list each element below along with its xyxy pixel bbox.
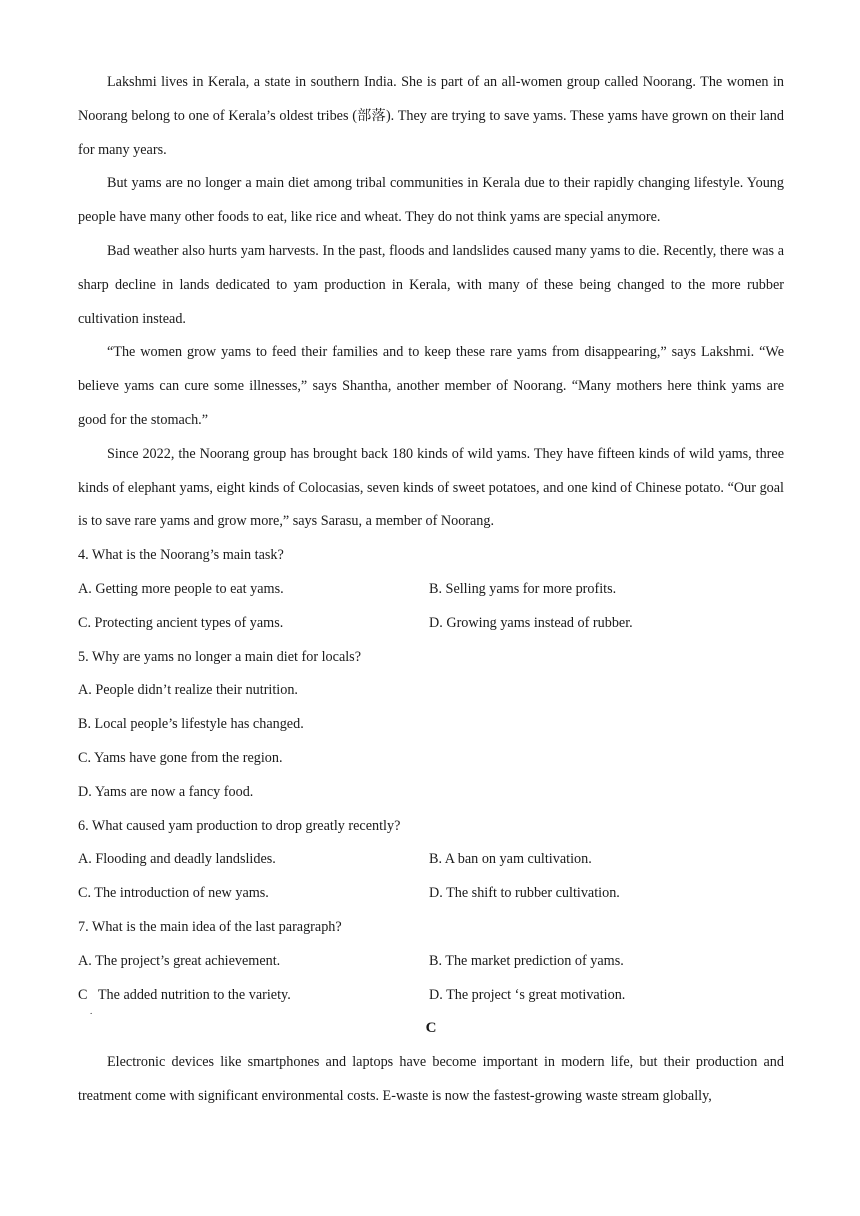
passage-paragraph-2: But yams are no longer a main diet among tribal communities in Kerala due to their rapidly changing lifestyle. Young people have many other foods to eat, like rice and wheat. They do not think yams are special anymore. bbox=[78, 175, 784, 226]
option-row bbox=[78, 979, 784, 1013]
option-c: C. Yams have gone from the region. bbox=[78, 749, 283, 766]
option-b: B. A ban on yam cultivation. bbox=[429, 851, 592, 868]
option-a: A. The project’s great achievement. bbox=[78, 952, 281, 969]
option-c: C. The introduction of new yams. bbox=[78, 885, 269, 902]
option-row bbox=[78, 573, 784, 607]
option-row bbox=[78, 877, 784, 911]
option-row bbox=[78, 945, 784, 979]
option-row bbox=[78, 843, 784, 877]
passage-paragraph-5: Since 2022, the Noorang group has brought back 180 kinds of wild yams. They have fifteen kinds of wild yams, three kinds of elephant yams, eight kinds of Colocasias, seven kinds of sweet potatoes, and one kind of Chinese potato. “Our goal is to save rare yams and grow more,” says Sarasu, a member of Noorang. bbox=[78, 445, 784, 530]
question-7 bbox=[78, 911, 784, 1012]
option-c: C. Protecting ancient types of yams. bbox=[78, 614, 284, 631]
stray-mark: . bbox=[90, 1006, 93, 1016]
section-heading: C bbox=[425, 1020, 437, 1037]
option-c: C The added nutrition to the variety. bbox=[78, 986, 291, 1003]
question-4 bbox=[78, 539, 784, 640]
question-stem: 5. Why are yams no longer a main diet for locals? bbox=[78, 648, 362, 665]
option-d: D. The shift to rubber cultivation. bbox=[429, 885, 620, 902]
option-d: D. Growing yams instead of rubber. bbox=[429, 614, 633, 631]
option-b: B. Local people’s lifestyle has changed. bbox=[78, 716, 304, 733]
question-stem: 6. What caused yam production to drop greatly recently? bbox=[78, 817, 401, 834]
option-b: B. Selling yams for more profits. bbox=[429, 580, 617, 597]
option-d: D. The project ‘s great motivation. bbox=[429, 986, 626, 1003]
option-a: A. Getting more people to eat yams. bbox=[78, 580, 284, 597]
question-5 bbox=[78, 641, 784, 810]
option-row bbox=[78, 607, 784, 641]
option-d: D. Yams are now a fancy food. bbox=[78, 783, 254, 800]
question-stem: 4. What is the Noorang’s main task? bbox=[78, 547, 284, 564]
option-a: A. Flooding and deadly landslides. bbox=[78, 851, 276, 868]
passage-paragraph-1: Lakshmi lives in Kerala, a state in southern India. She is part of an all-women group called Noorang. The women in Noorang belong to one of Kerala’s oldest tribes (部落). They are trying to save yams. These yams have grown on their land for many years. bbox=[78, 74, 784, 158]
option-a: A. People didn’t realize their nutrition. bbox=[78, 682, 298, 699]
passage-paragraph-4: “The women grow yams to feed their families and to keep these rare yams from disappearing,” says Lakshmi. “We believe yams can cure some illnesses,” says Shantha, another member of Noorang. “Many mothers here think yams are good for the stomach.” bbox=[78, 344, 784, 428]
section-c-paragraph: Electronic devices like smartphones and laptops have become important in modern life, but their production and treatment come with significant environmental costs. E-waste is now the fastest-growing waste stream globally, bbox=[78, 1054, 784, 1104]
document-page bbox=[78, 66, 784, 1114]
question-6 bbox=[78, 810, 784, 911]
passage-paragraph-3: Bad weather also hurts yam harvests. In the past, floods and landslides caused many yams to die. Recently, there was a sharp decline in lands dedicated to yam production in Kerala, with many of these being changed to the more rubber cultivation instead. bbox=[78, 242, 784, 327]
question-stem: 7. What is the main idea of the last paragraph? bbox=[78, 918, 342, 935]
option-b: B. The market prediction of yams. bbox=[429, 952, 624, 969]
